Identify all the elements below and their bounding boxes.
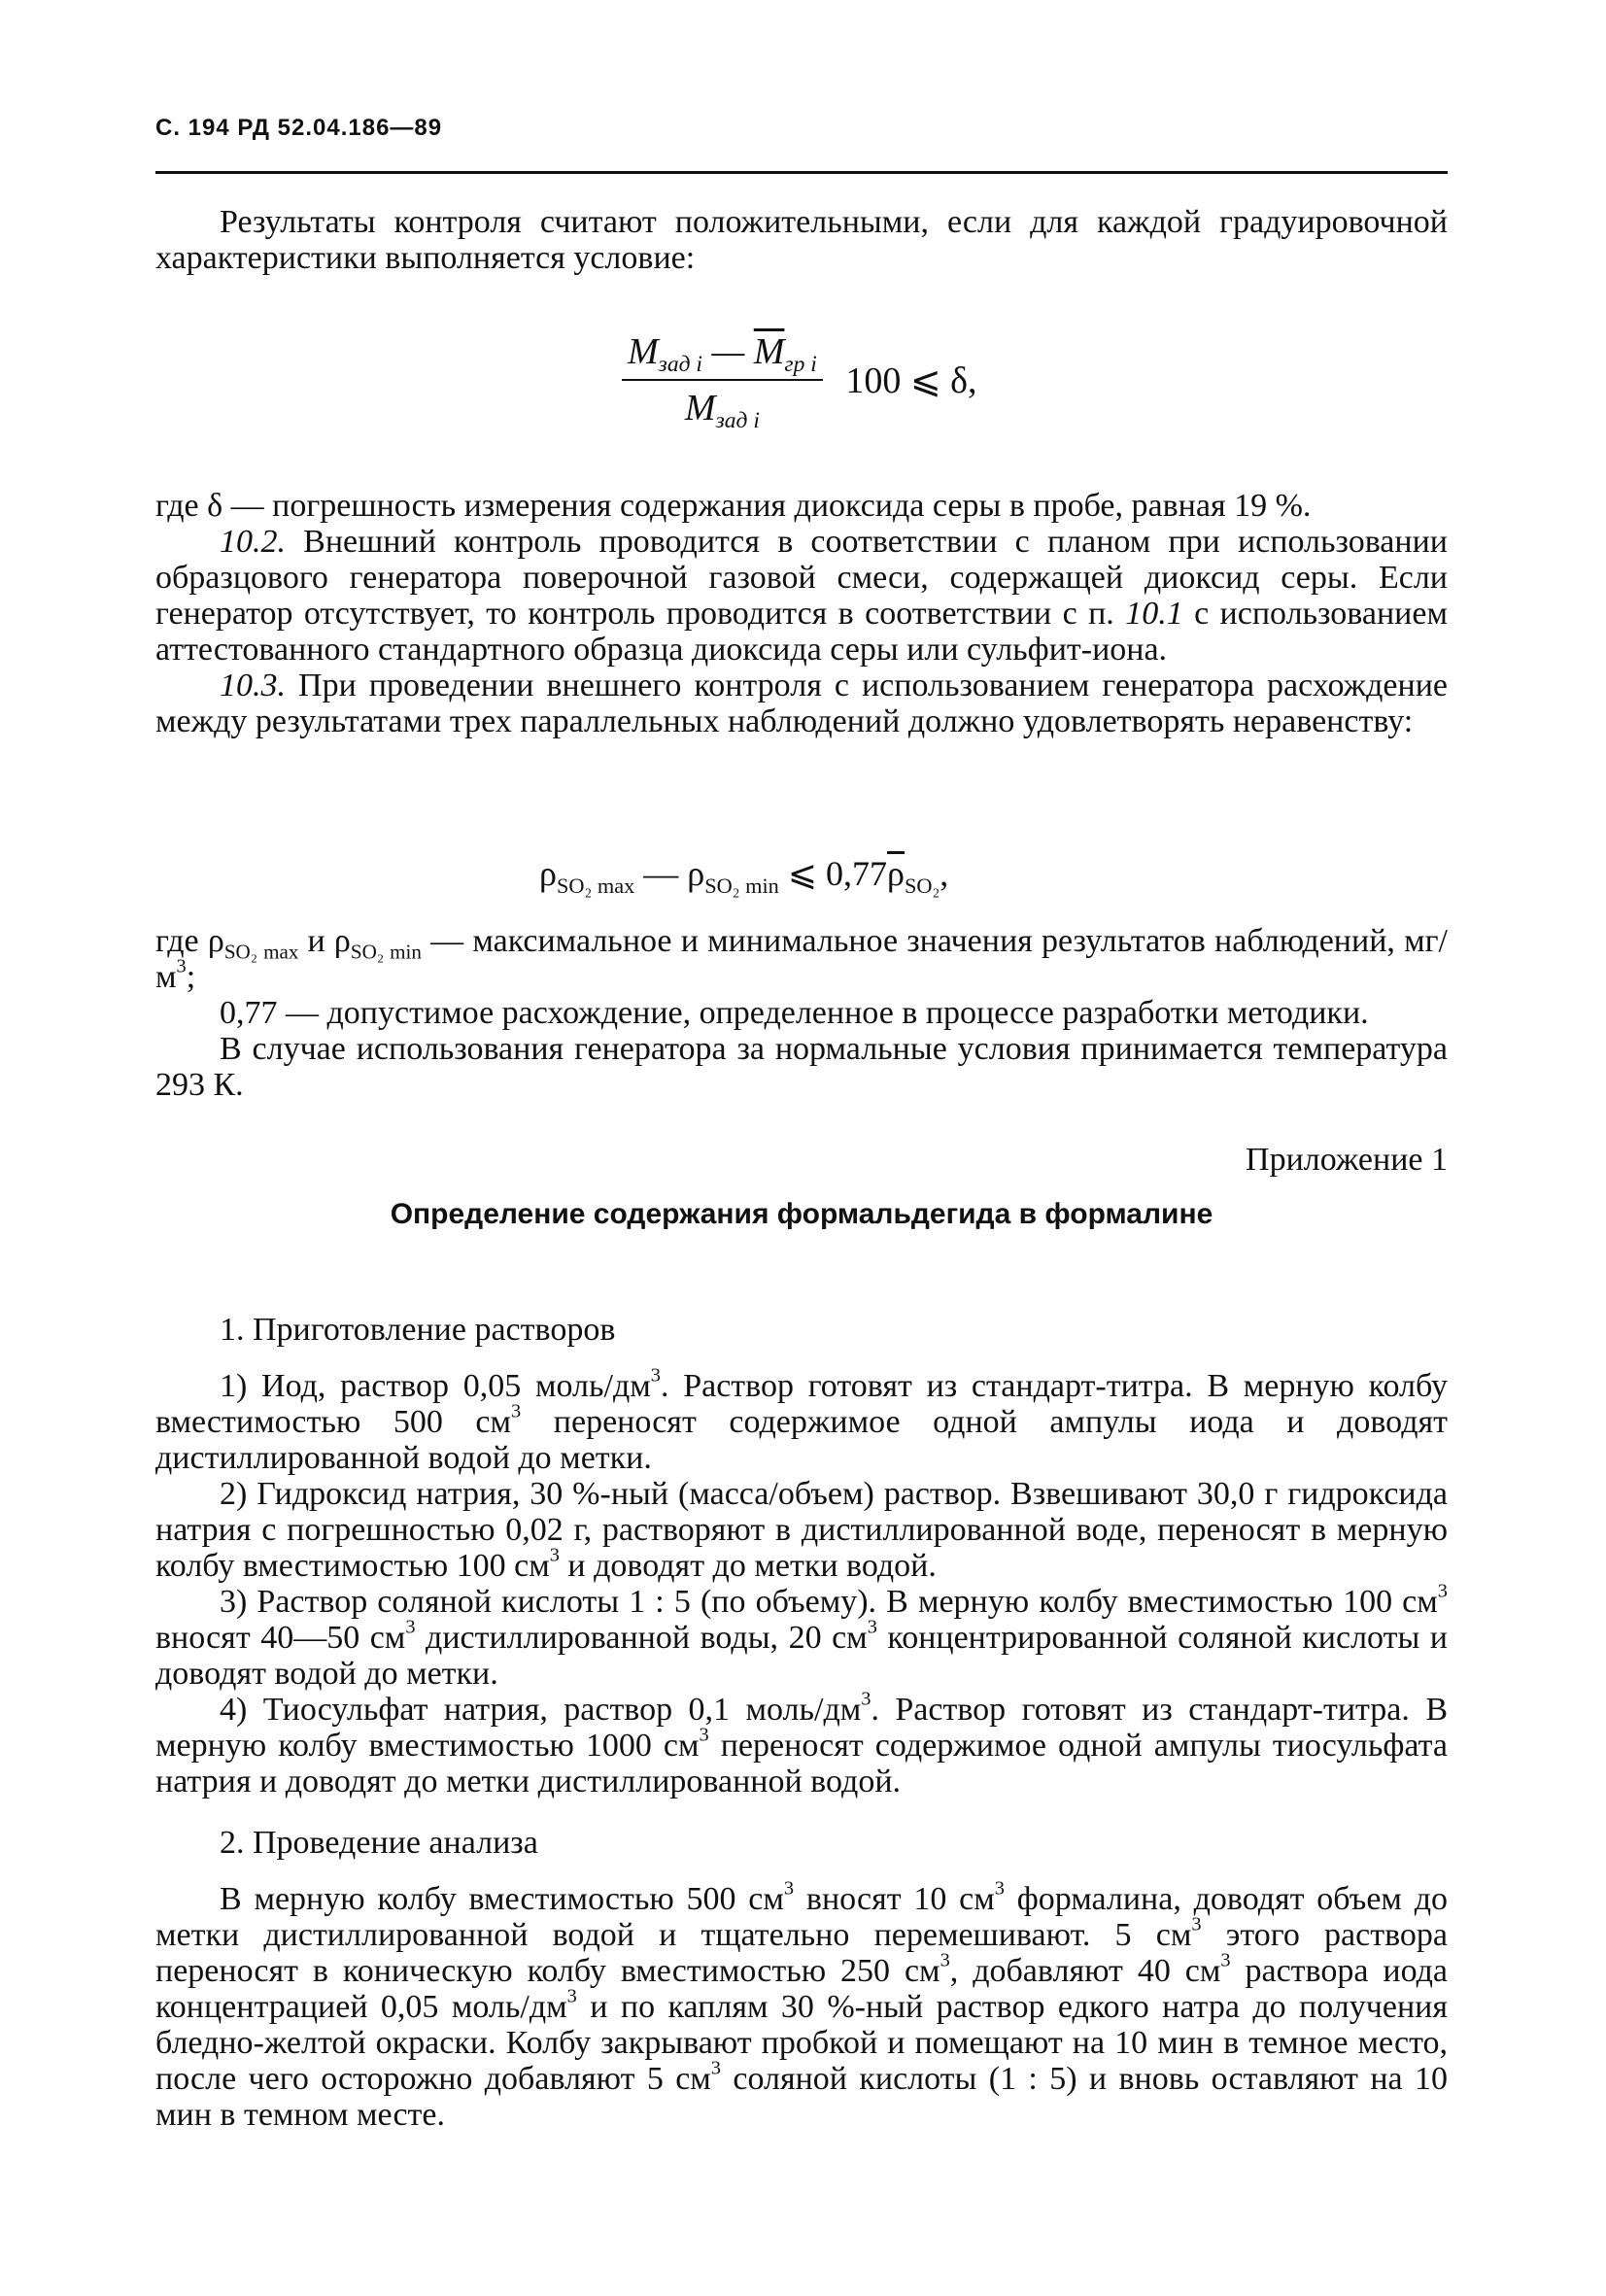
paragraph-10-3: 10.3. При проведении внешнего контроля с использованием генератора расхождение между результатами трех параллельных наблюдений должно удовлетворять неравенству:: [155, 668, 1448, 739]
intro-text: Результаты контроля считают положительными, если для каждой градуировочной характеристики выполняется условие:: [155, 204, 1448, 276]
section-2-text: [155, 1877, 1448, 2133]
paragraph-10-2: 10.2. Внешний контроль проводится в соответствии с планом при использовании образцового генератора поверочной газовой смеси, содержащей диоксид серы. Если генератор отсутствует, то контроль проводится в соответствии с п. 10.1 с использованием аттестованного стандартного образца диоксида серы или сульфит-иона.: [155, 524, 1448, 668]
appendix-title: Определение содержания формальдегида в формалине: [390, 1198, 1213, 1230]
generator-note: В случае использования генератора за нормальные условия принимается температура 293 К.: [155, 1031, 1448, 1103]
definitions-text: [155, 923, 1448, 1103]
list-item-hydrochloric-acid: 3) Раствор соляной кислоты 1 : 5 (по объему). В мерную колбу вместимостью 100 $см^3$ вносят 40—50 $см^3$ дистиллированной воды, 20 $см^3$ концентрированной соляной кислоты и доводят водой до метки.: [155, 1580, 1448, 1692]
fraction: [622, 330, 823, 434]
section-10-text: [155, 488, 1448, 739]
section-2-heading: 2. Проведение анализа: [220, 1825, 538, 1861]
intro-paragraph: [155, 204, 1448, 276]
delta-definition: где δ — погрешность измерения содержания диоксида серы в пробе, равная 19 %.: [155, 488, 1312, 524]
rho-definition: где $\rho_{SO_2 max}$ и $\rho_{SO_2 min}$ — максимальное и минимальное значения результатов наблюдений, $мг/м^3$;: [155, 923, 1448, 995]
list-item-sodium-hydroxide: 2) Гидроксид натрия, 30 %-ный (масса/объем) раствор. Взвешивают 30,0 г гидроксида натрия с погрешностью 0,02 г, растворяют в дистиллированной воде, переносят в мерную колбу вместимостью 100 $см^3$ и доводят до метки водой.: [155, 1476, 1448, 1584]
formula-tail: 100 ⩽ δ,: [845, 360, 977, 401]
appendix-label: Приложение 1: [1246, 1142, 1448, 1178]
section-1-heading: 1. Приготовление растворов: [220, 1312, 616, 1348]
fraction-denominator: $M_{зад i}$: [684, 388, 760, 434]
analysis-paragraph: В мерную колбу вместимостью 500 $см^3$ вносят 10 $см^3$ формалина, доводят объем до метки дистиллированной водой и тщательно перемешивают. 5 $см^3$ этого раствора переносят в коническую колбу вместимостью 250 $см^3$, добавляют 40 $см^3$ раствора иода концентрацией 0,05 моль/$дм^3$ и по каплям 30 %-ный раствор едкого натра до получения бледно-желтой окраски. Колбу закрывают пробкой и помещают на 10 мин в темное место, после чего осторожно добавляют 5 $см^3$ соляной кислоты (1 : 5) и вновь оставляют на 10 мин в темном месте.: [155, 1877, 1448, 2133]
formula-relative-error: [622, 330, 977, 434]
page-header: С. 194 РД 52.04.186—89: [155, 115, 443, 141]
section-1-text: [155, 1364, 1449, 1799]
formula-divergence: $\rho_{SO_2 max}$ — $\rho_{SO_2 min}$ ⩽ $0,77\overline{\rho}_{SO_2}$,: [539, 854, 949, 898]
fraction-numerator: $M_{зад i}$ — $\overline{M}_{гр i}$: [622, 330, 823, 381]
header-rule: [155, 171, 1448, 174]
list-item-iodine: 1) Иод, раствор 0,05 моль/$дм^3$. Раствор готовят из стандарт-титра. В мерную колбу вместимостью 500 $см^3$ переносят содержимое одной ампулы иода и доводят дистиллированной водой до метки.: [155, 1364, 1448, 1476]
coefficient-definition: 0,77 — допустимое расхождение, определенное в процессе разработки методики.: [220, 995, 1369, 1031]
list-item-thiosulfate: 4) Тиосульфат натрия, раствор 0,1 моль/$дм^3$. Раствор готовят из стандарт-титра. В мерную колбу вместимостью 1000 $см^3$ переносят содержимое одной ампулы тиосульфата натрия и доводят до метки дистиллированной водой.: [155, 1688, 1449, 1799]
